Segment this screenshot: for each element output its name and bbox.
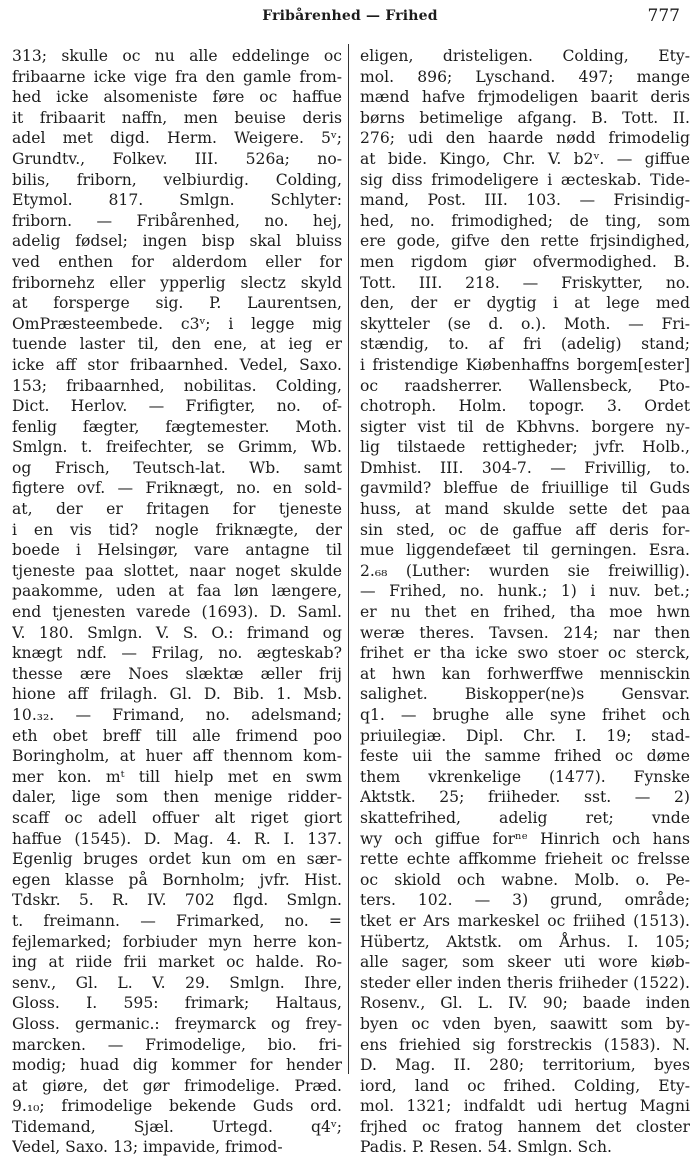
- text-line: figtere ovf. — Friknægt, no. en sold-: [12, 479, 342, 498]
- text-line: Tott. III. 218. — Friskytter, no.: [360, 273, 690, 292]
- text-line: ere gode, gifve den rette frjsindighed,: [360, 232, 690, 251]
- text-line: scaff oc adell offuer alt riget giort: [12, 808, 342, 827]
- text-line: men rigdom giør ofvermodighed. B.: [360, 252, 690, 271]
- text-line: 276; udi den haarde nødd frimodelig: [360, 129, 690, 148]
- text-line: mue liggendefæet til gerningen. Esra.: [360, 541, 690, 560]
- text-line: Vedel, Saxo. 13; impavide, frimod-: [12, 1138, 283, 1157]
- text-line: tjeneste paa slottet, naar noget skulde: [12, 561, 342, 580]
- text-line: friborn. — Fribårenhed, no. hej,: [12, 211, 342, 230]
- text-line: it fribaarit naffn, men beuise deris: [12, 108, 342, 127]
- text-line: huss, at mand skulde sette det paa: [360, 500, 690, 519]
- text-line: haffue (1545). D. Mag. 4. R. I. 137.: [12, 829, 342, 848]
- text-line: sigter vist til de Kbhvns. borgere ny-: [360, 417, 690, 436]
- text-line: mer kon. mᵗ till hielp met en swm: [12, 767, 342, 786]
- text-line: Egenlig bruges ordet kun om en sær-: [12, 850, 342, 869]
- text-line: Padis. P. Resen. 54. Smlgn. Sch.: [360, 1138, 612, 1157]
- text-line: alle sager, som skeer uti wore kiøb-: [360, 953, 690, 972]
- text-line: adelig fødsel; ingen bisp skal bluiss: [12, 232, 342, 251]
- text-line: salighet. Biskopper(ne)s Gensvar.: [360, 685, 690, 704]
- text-line: sin sted, oc de gaffue aff deris for-: [360, 520, 690, 539]
- text-line: byen oc vden byen, saawitt som by-: [360, 1014, 690, 1033]
- text-line: daler, lige som then menige ridder-: [12, 788, 342, 807]
- text-line: skytteler (se d. o.). Moth. — Fri-: [360, 314, 690, 333]
- text-line: modig; huad dig kommer for hender: [12, 1056, 342, 1075]
- text-line: marcken. — Frimodelige, bio. fri-: [12, 1035, 342, 1054]
- text-line: Tidemand, Sjæl. Urtegd. q4ᵛ;: [12, 1117, 342, 1136]
- text-line: gavmild? bleffue de friuillige til Guds: [360, 479, 690, 498]
- text-line: ved enthen for alderdom eller for: [12, 252, 342, 271]
- text-line: Rosenv., Gl. L. IV. 90; baade inden: [360, 994, 690, 1013]
- text-line: hed, no. frimodighed; de ting, som: [360, 211, 690, 230]
- page-number: 777: [647, 6, 680, 26]
- text-line: tuende laster til, den ene, at ieg er: [12, 335, 342, 354]
- text-line: — Frihed, no. hunk.; 1) i nuv. bet.;: [360, 582, 690, 601]
- text-line: at bide. Kingo, Chr. V. b2ᵛ. — giffue: [360, 149, 690, 168]
- text-line: ens friehied sig forstreckis (1583). N.: [360, 1035, 690, 1054]
- text-line: oc skiold och wabne. Molb. o. Pe-: [360, 870, 690, 889]
- text-line: senv., Gl. L. V. 29. Smlgn. Ihre,: [12, 973, 342, 992]
- text-line: Hübertz, Aktstk. om Århus. I. 105;: [360, 932, 690, 951]
- text-line: icke aff stor fribaarnhed. Vedel, Saxo.: [12, 355, 342, 374]
- text-line: 313; skulle oc nu alle eddelinge oc: [12, 47, 342, 65]
- text-line: i en vis tid? nogle friknægte, der: [12, 520, 342, 539]
- text-line: og Frisch, Teutsch-lat. Wb. samt: [12, 458, 342, 477]
- text-line: ing at riide frii market oc halde. Ro-: [12, 953, 342, 972]
- right-column: [360, 46, 690, 1158]
- text-line: fejlemarked; forbiuder myn herre kon-: [12, 932, 342, 951]
- text-line: hione aff frilagh. Gl. D. Bib. 1. Msb.: [12, 685, 342, 704]
- text-line: OmPræsteembede. c3ᵛ; i legge mig: [12, 314, 342, 333]
- text-line: weræ theres. Tavsen. 214; nar then: [360, 623, 690, 642]
- text-line: priuilegiæ. Dipl. Chr. I. 19; stad-: [360, 726, 690, 745]
- text-line: thesse ære Noes slæktæ æller frij: [12, 664, 342, 683]
- text-line: lig tilstaede rettigheder; jvfr. Holb.,: [360, 438, 690, 457]
- text-line: them vkrenkelige (1477). Fynske: [360, 767, 690, 786]
- text-line: knægt ndf. — Frilag, no. ægteskab?: [12, 644, 342, 663]
- text-line: børns betimelige afgang. B. Tott. II.: [360, 108, 690, 127]
- text-line: Dmhist. III. 304-7. — Frivillig, to.: [360, 458, 690, 477]
- text-line: frjhed oc fratog hannem det closter: [360, 1117, 690, 1136]
- text-line: 2.₆₈ (Luther: wurden sie freiwillig).: [360, 561, 690, 580]
- text-line: Smlgn. t. freifechter, se Grimm, Wb.: [12, 438, 342, 457]
- text-line: 10.₃₂. — Frimand, no. adelsmand;: [12, 706, 342, 724]
- column-divider: [348, 44, 349, 1074]
- text-line: iord, land oc frihed. Colding, Ety-: [360, 1076, 690, 1095]
- text-line: adel met digd. Herm. Weigere. 5ᵛ;: [12, 129, 342, 148]
- text-line: at giøre, det gør frimodelige. Præd.: [12, 1076, 342, 1095]
- text-line: at, der er fritagen for tjeneste: [12, 500, 342, 519]
- text-line: t. freimann. — Frimarked, no. =: [12, 911, 342, 930]
- text-line: tket er Ars markeskel oc friihed (1513).: [360, 911, 690, 930]
- text-line: at forsperge sig. P. Laurentsen,: [12, 294, 342, 313]
- text-line: fribornehz eller ypperlig slectz skyld: [12, 273, 342, 292]
- text-line: end tjenesten varede (1693). D. Saml.: [12, 603, 342, 622]
- text-line: boede i Helsingør, vare antagne til: [12, 541, 342, 560]
- text-line: Etymol. 817. Smlgn. Schlyter:: [12, 191, 342, 210]
- text-line: mol. 1321; indfaldt udi hertug Magni: [360, 1097, 690, 1116]
- text-line: mænd hafve frjmodeligen baarit deris: [360, 88, 690, 107]
- text-line: sig diss frimodeligere i æcteskab. Tide-: [360, 170, 690, 189]
- text-line: eligen, dristeligen. Colding, Ety-: [360, 47, 690, 65]
- text-line: er nu thet en frihed, tha moe hwn: [360, 603, 690, 622]
- text-line: chotroph. Holm. topogr. 3. Ordet: [360, 397, 690, 416]
- text-line: bilis, friborn, velbiurdig. Colding,: [12, 170, 342, 189]
- page-header: [0, 8, 700, 32]
- text-line: eth obet breff till alle frimend poo: [12, 726, 342, 745]
- text-line: oc raadsherrer. Wallensbeck, Pto-: [360, 376, 690, 395]
- text-line: hed icke alsomeniste føre oc haffue: [12, 88, 342, 107]
- text-line: wy och giffue forⁿᵉ Hinrich och hans: [360, 829, 690, 848]
- running-head: Fribårenhed — Frihed: [262, 8, 438, 24]
- text-line: steder eller inden theris friiheder (1522).: [360, 973, 690, 992]
- text-line: mand, Post. III. 103. — Frisindig-: [360, 191, 690, 210]
- text-line: ters. 102. — 3) grund, område;: [360, 891, 690, 910]
- text-line: Tdskr. 5. R. IV. 702 flgd. Smlgn.: [12, 891, 342, 910]
- text-line: frihet er tha icke swo stoer oc sterck,: [360, 644, 690, 663]
- text-line: skattefrihed, adelig ret; vnde: [360, 808, 690, 827]
- text-line: fenlig fægter, fægtemester. Moth.: [12, 417, 342, 436]
- text-line: egen klasse på Bornholm; jvfr. Hist.: [12, 870, 342, 889]
- text-line: den, der er dygtig i at lege med: [360, 294, 690, 313]
- text-line: stændig, to. af fri (adelig) stand;: [360, 335, 690, 354]
- text-line: i fristendige Kiøbenhaffns borgem[ester]: [360, 355, 690, 374]
- left-column: [12, 46, 342, 1158]
- text-line: 153; fribaarnhed, nobilitas. Colding,: [12, 376, 342, 395]
- text-line: Boringholm, at huer aff thennom kom-: [12, 747, 342, 766]
- text-line: feste uii the samme frihed oc døme: [360, 747, 690, 766]
- text-line: Dict. Herlov. — Frifigter, no. of-: [12, 397, 342, 416]
- text-line: 9.₁₀; frimodelige bekende Guds ord.: [12, 1097, 342, 1116]
- text-line: Aktstk. 25; friiheder. sst. — 2): [360, 788, 690, 807]
- text-line: Grundtv., Folkev. III. 526a; no-: [12, 149, 342, 168]
- text-line: Gloss. germanic.: freymarck og frey-: [12, 1014, 342, 1033]
- text-line: q1. — brughe alle syne frihet och: [360, 706, 690, 724]
- text-line: V. 180. Smlgn. V. S. O.: frimand og: [12, 623, 342, 642]
- text-line: Gloss. I. 595: frimark; Haltaus,: [12, 994, 342, 1013]
- text-line: rette echte affkomme frieheit oc frelsse: [360, 850, 690, 869]
- text-line: paakomme, uden at faa løn længere,: [12, 582, 342, 601]
- text-line: at hwn kan forhwerffwe mennisckin: [360, 664, 690, 683]
- text-line: D. Mag. II. 280; territorium, byes: [360, 1056, 690, 1075]
- text-line: fribaarne icke vige fra den gamle from-: [12, 67, 342, 86]
- text-line: mol. 896; Lyschand. 497; mange: [360, 67, 690, 86]
